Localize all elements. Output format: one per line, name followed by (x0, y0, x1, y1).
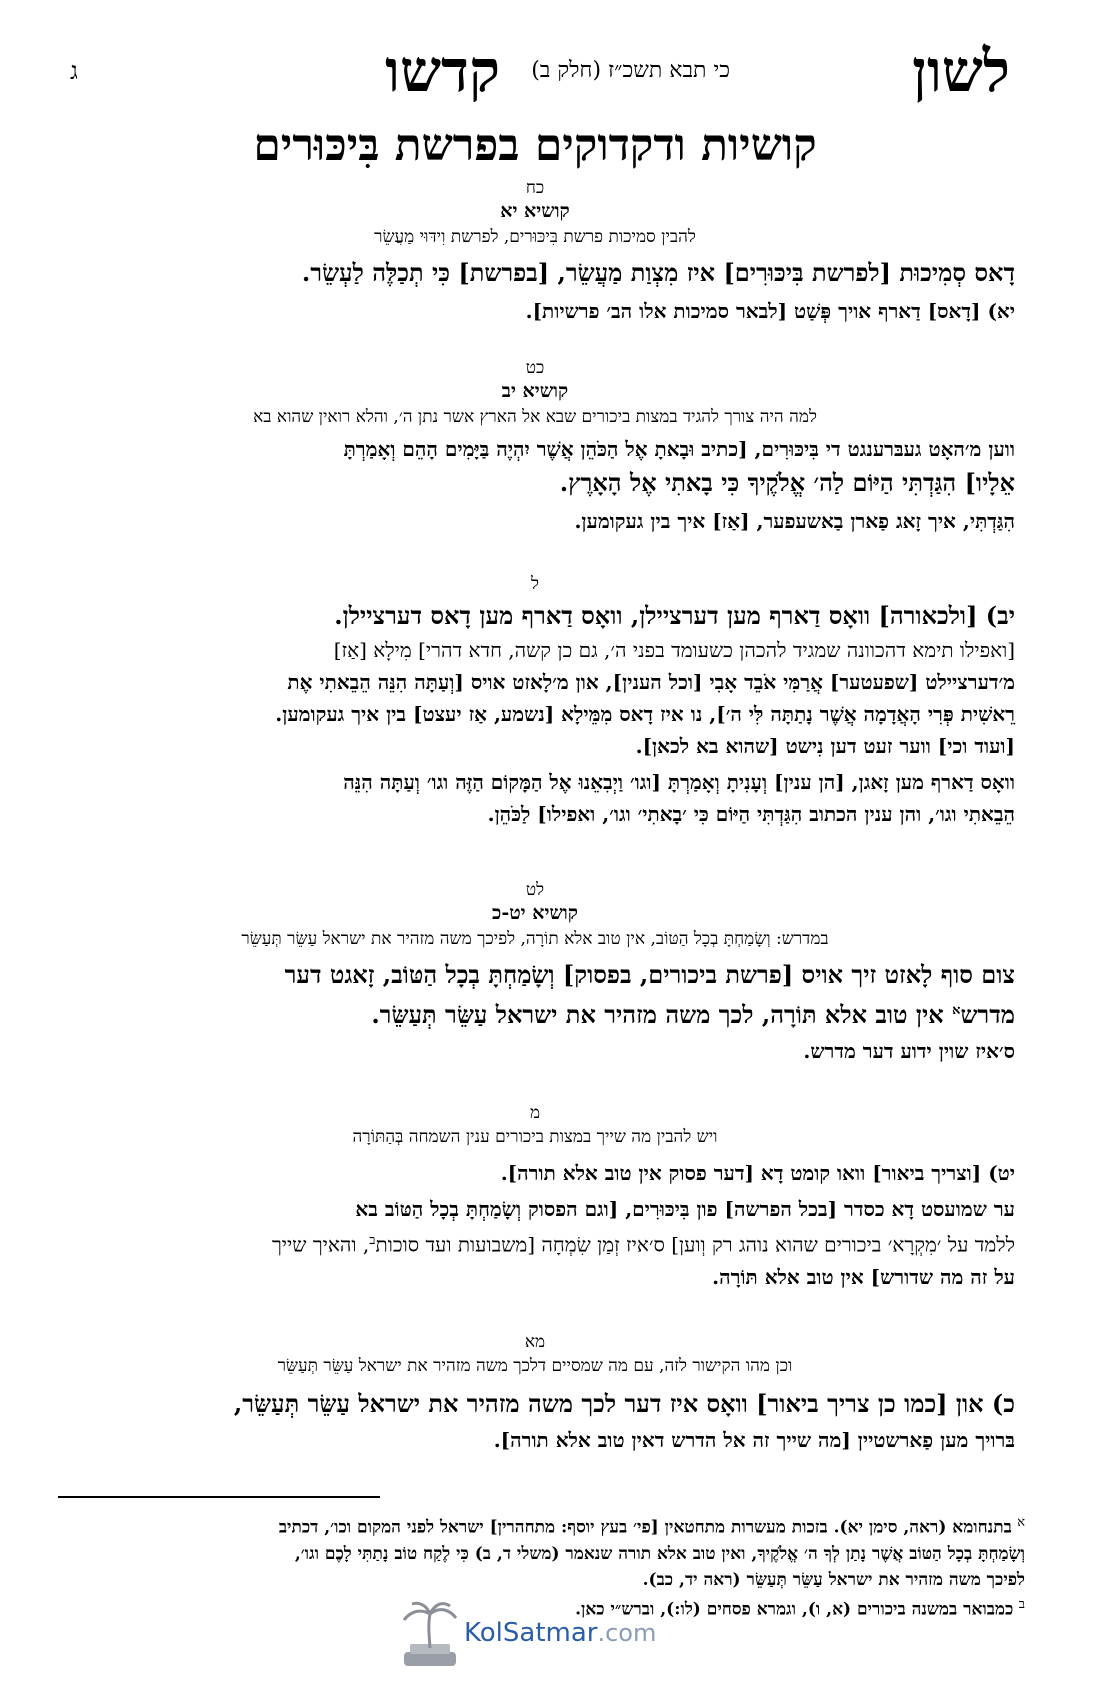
paragraph-line: ער שמועסט דָא כסדר [בכל הפרשה] פון בִּיכּוּרִים, [וגם הפסוק וְשָׂמַחְתָּ בְכָל הַטּוֹב בא (355, 1197, 1015, 1221)
section-33 (55, 1332, 1015, 1456)
section-number: כט (525, 358, 545, 378)
paragraph-line: הֵבֵאתִי וגו׳, והן ענין הכתוב הִגַּדְתִּי הַיּוֹם כִּי ׳בָאתִי׳ וגו׳, ואפילו] לַכֹּהֵן. (487, 802, 1015, 826)
kushya-heading: קושיא יב (501, 380, 569, 402)
paragraph-line: יא) [דָאס] דַארף אויך פְּשַׁט [לבאר סמיכות אלו הב׳ פרשיות]. (525, 299, 1015, 323)
footnote-marker-b[interactable]: ב (369, 1233, 376, 1248)
page-title: קושיות ודקדוקים בפרשת בִּיכּוּרים (253, 120, 817, 171)
section-32 (55, 1103, 1015, 1293)
paragraph-line (55, 1225, 1015, 1261)
paragraph-line: יט) [וצריך ביאור] וואו קומט דָא [דער פסוק אין טוב אלא תורה]. (500, 1161, 1015, 1185)
section-number: ל (531, 574, 539, 594)
kushya-heading: קושיא יא (500, 200, 570, 222)
paragraph-line: דָאס סְמִיכוּת [לפרשת בִּיכּוּרִים] איז מִצְוַת מַעֲשֵׂר, [בפרשת] כִּי תְכַלֶּה לַעְשֵׂר. (301, 258, 1015, 287)
header-left-word: לשון (912, 37, 1010, 105)
paragraph-line: ס׳איז שוין ידוע דער מדרש. (803, 1039, 1015, 1063)
section-number: לט (525, 880, 545, 900)
text-run: , והאיך שייך (271, 1232, 370, 1257)
text-run: ללמד על ׳מִקְרָא׳ ביכורים שהוא נוהג רק וְוען] ס׳איז זְמַן שִׂמְחָה [משבועות ועד סוכות (375, 1232, 1015, 1257)
paragraph-line: כ) און [כמו כן צריך ביאור] וואָס איז דער לכך משה מזהיר את ישראל עַשֵּׂר תְּעַשֵּׂר, (233, 1389, 1015, 1418)
page-number: ג (70, 57, 78, 85)
paragraph-line: ווען מ׳האָט געבּרענגט די בִּיכּוּרִים, [כתיב וּבָאתָ אֶל הַכֹּהֵן אֲשֶׁר יִהְיֶה בַּיָּמִים הָהֵם וְאָמַרְתָּ (343, 437, 1015, 461)
paragraph-line: הִגַּדְתִּי, איך זָאג פַארן בַאשעפער, [אַז] איך בין געקומען. (574, 509, 1015, 533)
logo-text (464, 1618, 656, 1648)
footnote-a-mark: א (1017, 1515, 1025, 1530)
kushya-intro: למה היה צורך להגיד במצות ביכורים שבא אל הארץ אשר נתן ה׳, והלא רואין שהוא בא (253, 407, 817, 427)
kolsatmar-logo[interactable] (400, 1600, 660, 1670)
midrash-word: מדרש (960, 1000, 1015, 1029)
header-issue: כי תבא תשכ״ז (חלק ב) (531, 58, 730, 83)
paragraph-line (55, 993, 1015, 1033)
paragraph-line: יב) [ולכאורה] וואָס דַארף מען דערציילן, וואָס דַארף מען דָאס דערציילן. (334, 601, 1015, 630)
logo-name: KolSatmar (464, 1618, 598, 1648)
footnote-line: לפיכך משה מזהיר את ישראל עַשֵּׂר תְּעַשֵּׂר (ראה יד, כב). (642, 1569, 1025, 1590)
paragraph-line: [ועוד וכי] ווער זעט דען נִישט [שהוא בא לכאן]. (635, 734, 1015, 758)
paragraph-line: וואָס דַארף מען זָאגן, [הן ענין] וְעָנִיתָ וְאָמַרְתָּ [וגו׳ וַיְבִאֵנוּ אֶל הַמָּקוֹם הַזֶּה וגו׳ וְעַתָּה הִנֵּה (343, 770, 1015, 794)
section-intro: וכן מהו הקישור לזה, עם מה שמסיים דלכך משה מזהיר את ישראל עַשֵּׂר תְּעַשֵּׂר (277, 1356, 793, 1376)
section-28 (55, 178, 1015, 327)
paragraph-line: מ׳דערציילט [שפעטער] אֲרַמִּי אֹבֵד אָבִי [וכל הענין], און מ׳לָאזט אויס [וְעַתָּה הִנֵּה הֵבֵאתִי אֶת (287, 670, 1015, 694)
paragraph-line: רֵאשִׁית פְּרִי הָאֲדָמָה אֲשֶׁר נָתַתָּה לִּי ה׳], נו איז דָאס מִמֵּילָא [נשמע, אַז יעצט] בין איך געקומען. (275, 702, 1015, 726)
section-intro: ויש להבין מה שייך במצות ביכורים ענין השמחה בְּהַתּוֹרָה (352, 1127, 718, 1147)
paragraph-line: [ואפילו תימא דהכוונה שמגיד להכהן כשעומד בפני ה׳, גם כן קשה, חדא דהרי] מִילָא [אַז] (333, 638, 1015, 662)
footnote-text: כמבואר במשנה ביכורים (א, ו), וגמרא פסחים (לו:), וברש״י כאן. (575, 1599, 1014, 1620)
kushya-heading: קושיא יט-כ (492, 902, 578, 924)
kushya-intro: להבין סמיכות פרשת בִּיכּוּרים, לפרשת וִידּוּי מַעֲשֵׂר (374, 227, 696, 247)
logo-domain: .com (597, 1619, 657, 1647)
midrash-text: אין טוב אלא תּוֹרָה, לכך משה מזהיר את ישראל עַשֵּׂר תְּעַשֵּׂר. (371, 1000, 953, 1029)
section-number: כח (525, 178, 545, 198)
section-31 (55, 880, 1015, 1067)
section-number: מא (524, 1332, 546, 1352)
header-right-word: קדשו (385, 37, 500, 105)
footnote-line (55, 1510, 1025, 1541)
paragraph-line: בּרויך מען פַארשטיין [מה שייך זה אל הדרש דאין טוב אלא תורה]. (493, 1428, 1015, 1452)
paragraph-line: אֵלָיו] הִגַּדְתִּי הַיּוֹם לַה׳ אֱלֹקֶיךָ כִּי בָאתִי אֶל הָאָרֶץ. (559, 468, 1015, 497)
paragraph-line: צום סוף לָאזט זיך אויס [פרשת ביכורים, בפסוק] וְשָׂמַחְתָּ בְכָל הַטּוֹב, זָאגט דער (284, 960, 1015, 989)
kushya-intro: במדרש: וְשָׂמַחְתָּ בְכָל הַטּוֹב, אין טוב אלא תוֹרָה, לפיכך משה מזהיר את ישראל עַשֵּׂר תְּעַשֵּׂר (241, 929, 829, 949)
section-29 (55, 358, 1015, 537)
footnote-a (55, 1510, 1025, 1593)
footnote-divider (58, 1496, 380, 1498)
palm-tree-icon (400, 1600, 460, 1670)
section-30 (55, 574, 1015, 830)
footnote-marker-a[interactable]: א (952, 1003, 961, 1018)
section-number: מ (529, 1103, 541, 1123)
footnote-text: בתנחומא (ראה, סימן יא). בזכות מעשרות מתחטאין [פי׳ בעץ יוסף: מתחהרין] ישראל לפני המקום וכו׳, דכתיב (278, 1517, 1012, 1538)
footnote-b-mark: ב (1018, 1597, 1025, 1612)
paragraph-line: על זה מה שדורש] אין טוב אלא תּוֹרָה. (712, 1264, 1015, 1289)
footnote-line: וְשָׂמַחְתָּ בְכָל הַטּוֹב אֲשֶׁר נָתַן לְךָ ה׳ אֱלֹקֶיךָ, ואין טוב אלא תורה שנאמר (משלי ד, ב) כִּי לֶקַח טוֹב נָתַתִּי לָכֶם וגו׳, (294, 1543, 1025, 1564)
